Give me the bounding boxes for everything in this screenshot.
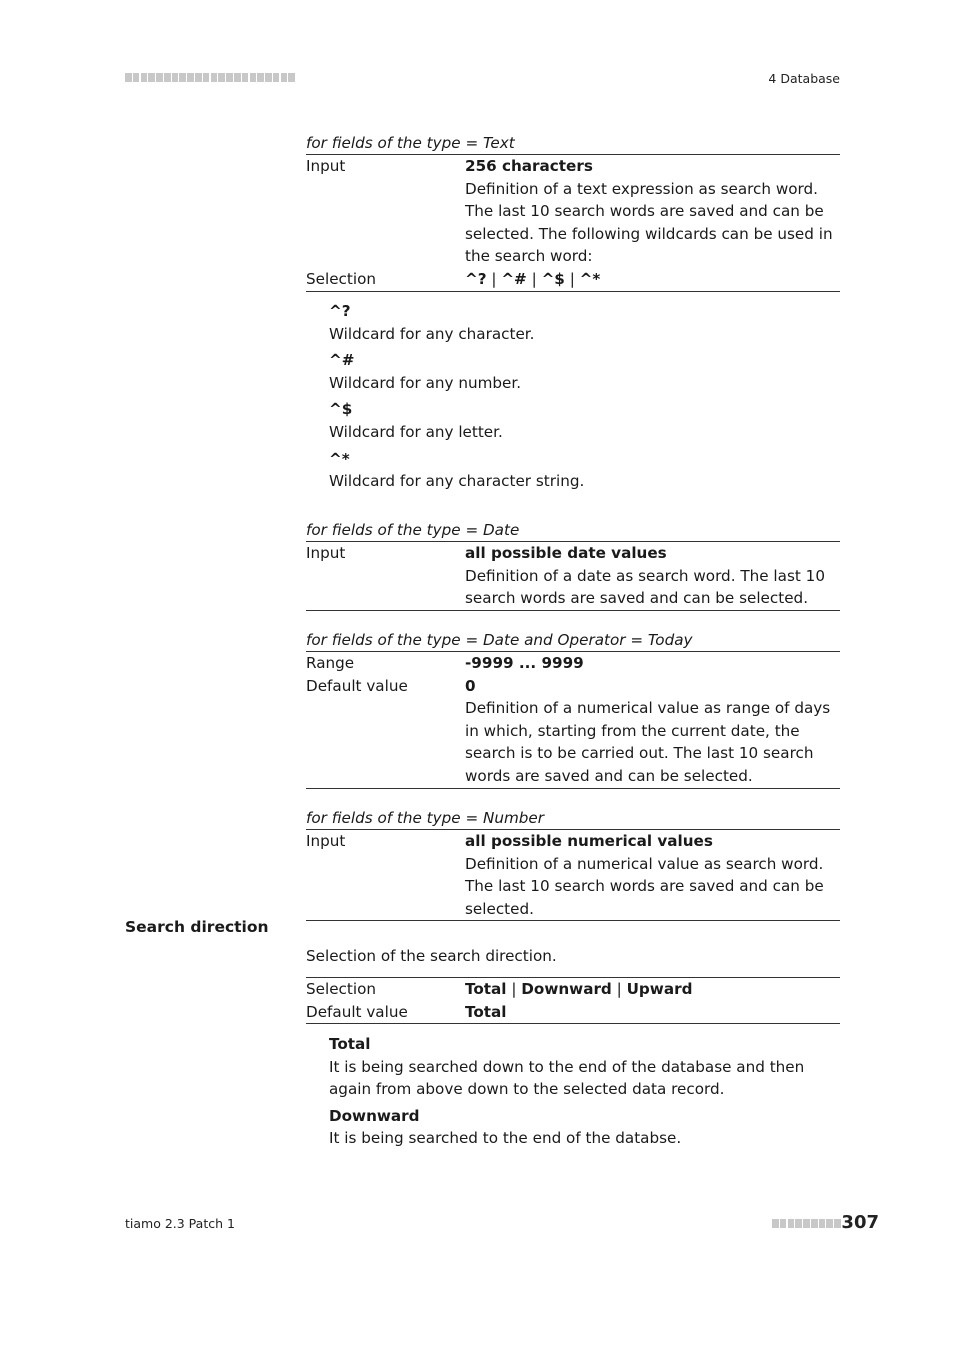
wildcard-term: ^#: [329, 351, 355, 370]
wildcard-desc: Wildcard for any character string.: [329, 472, 585, 491]
product-name: tiamo 2.3 Patch 1: [125, 1216, 235, 1231]
direction-options: [329, 1033, 839, 1150]
description: Definition of a numerical value as search word. The last 10 search words are saved and can be selected.: [465, 854, 824, 918]
option-desc: It is being searched to the end of the databse.: [329, 1129, 682, 1148]
selection-option: ^$: [541, 269, 565, 288]
default-value: Total: [465, 1002, 507, 1021]
selection-values: [465, 268, 840, 291]
option-desc: It is being searched down to the end of the database and then again from above down to the selected data record.: [329, 1057, 805, 1099]
text-type-table: [306, 132, 840, 292]
separator: |: [616, 980, 622, 998]
selection-option: Downward: [521, 980, 612, 998]
wildcard-term: ^$: [329, 400, 353, 419]
date-type-table: [306, 519, 840, 611]
wildcard-desc: Wildcard for any number.: [329, 373, 522, 392]
wildcard-list: [329, 300, 839, 493]
chapter-title: 4 Database: [768, 71, 840, 86]
section-title: Search direction: [125, 918, 269, 936]
input-value: all possible numerical values: [465, 832, 713, 850]
description: Definition of a numerical value as range of days in which, starting from the current date, the search is to be carried out. The last 10 search words are saved and can be selected.: [465, 699, 831, 785]
description: Definition of a text expression as search word. The last 10 search words are saved and can be selected. The following wildcards can be used in the search word:: [465, 179, 833, 266]
option-term: Downward: [329, 1106, 420, 1125]
selection-option: ^*: [579, 269, 601, 288]
selection-option: Upward: [626, 980, 693, 998]
input-label: Input: [306, 544, 346, 562]
separator: |: [569, 269, 575, 288]
table-caption: for fields of the type = Date: [306, 519, 840, 542]
selection-label: Selection: [306, 980, 376, 998]
default-label: Default value: [306, 676, 408, 695]
wildcard-term: ^?: [329, 302, 351, 320]
input-value: all possible date values: [465, 544, 667, 562]
footer-decoration: [772, 1219, 841, 1228]
header-decoration: [125, 73, 295, 82]
description: Definition of a date as search word. The last 10 search words are saved and can be selected.: [465, 566, 825, 608]
search-direction-intro: Selection of the search direction.: [306, 947, 557, 965]
wildcard-term: ^*: [329, 449, 350, 468]
input-label: Input: [306, 157, 346, 175]
date-today-table: [306, 629, 840, 789]
number-type-table: [306, 807, 840, 921]
selection-option: Total: [465, 980, 507, 998]
default-label: Default value: [306, 1002, 408, 1021]
separator: |: [491, 269, 497, 288]
input-label: Input: [306, 832, 346, 850]
selection-option: ^?: [465, 269, 487, 288]
selection-label: Selection: [306, 269, 376, 288]
wildcard-desc: Wildcard for any character.: [329, 324, 535, 343]
selection-option: ^#: [501, 269, 527, 288]
table-caption: for fields of the type = Date and Operator = Today: [306, 629, 840, 652]
input-value: 256 characters: [465, 157, 593, 175]
option-term: Total: [329, 1035, 371, 1053]
selection-values: [465, 978, 840, 1001]
range-label: Range: [306, 654, 355, 672]
wildcard-desc: Wildcard for any letter.: [329, 422, 503, 441]
separator: |: [511, 980, 517, 998]
page-number: 307: [841, 1212, 879, 1233]
search-direction-table: [306, 977, 840, 1024]
range-value: -9999 ... 9999: [465, 654, 584, 672]
table-caption: for fields of the type = Number: [306, 807, 840, 830]
default-value: 0: [465, 676, 476, 695]
separator: |: [531, 269, 537, 288]
table-caption: for fields of the type = Text: [306, 132, 840, 155]
